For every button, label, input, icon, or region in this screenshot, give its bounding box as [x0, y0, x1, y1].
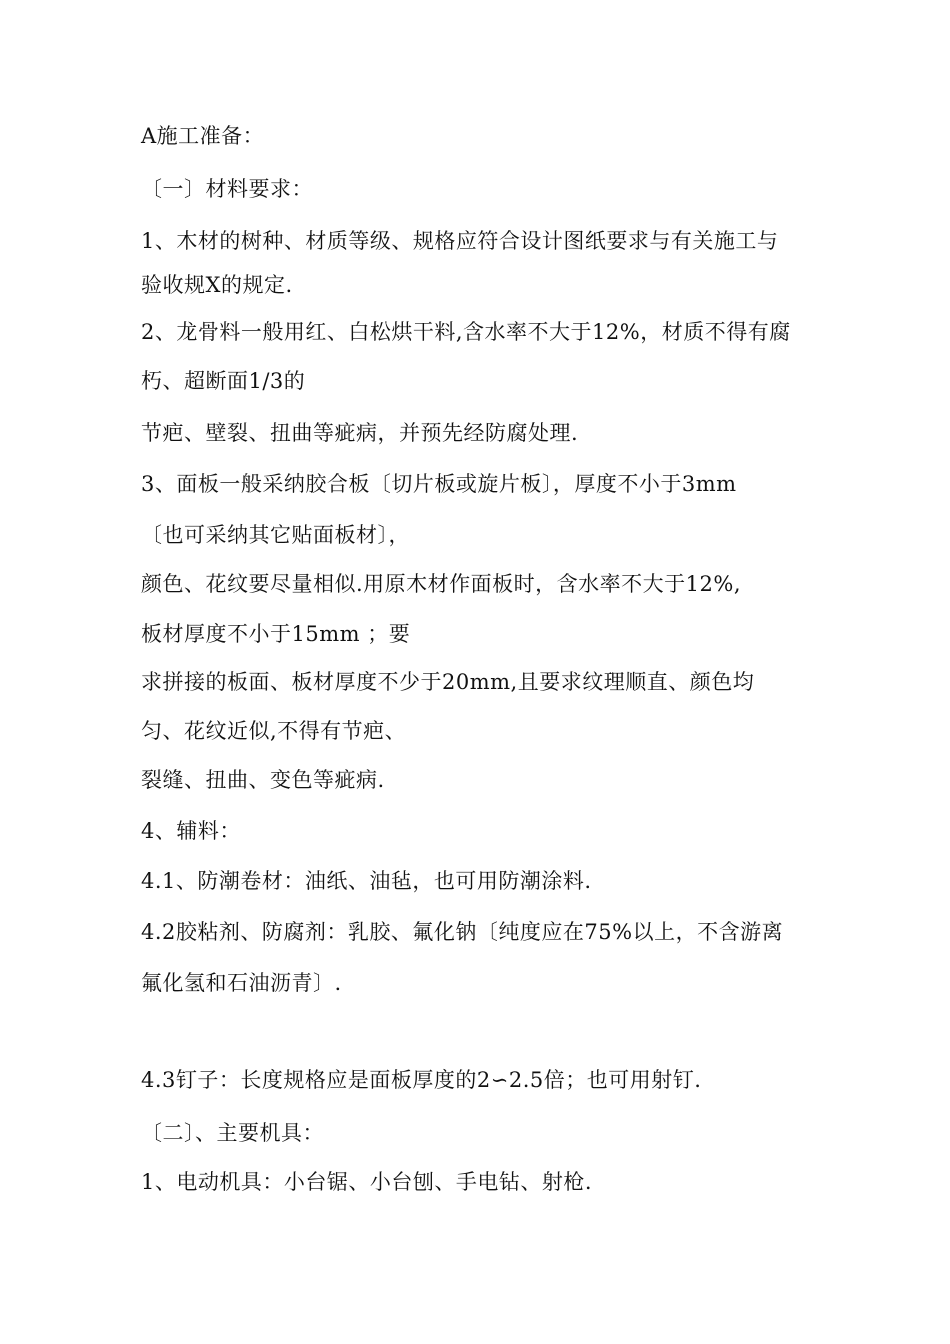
paragraph-line: 3、面板一般采纳胶合板〔切片板或旋片板〕，厚度不小于3mm: [141, 472, 737, 496]
paragraph-line: 1、电动机具：小台锯、小台刨、手电钻、射枪.: [141, 1170, 593, 1194]
paragraph-line: 匀、花纹近似,不得有节疤、: [141, 719, 407, 743]
paragraph-line: 4.2胶粘剂、防腐剂：乳胶、氟化钠〔纯度应在75%以上，不含游离: [141, 920, 784, 944]
subsection-heading: 4、辅料：: [141, 819, 241, 843]
paragraph-line: 〔也可采纳其它贴面板材〕，: [141, 523, 410, 547]
paragraph-line: 节疤、壁裂、扭曲等疵病，并预先经防腐处理.: [141, 421, 579, 445]
paragraph-line: 4.3钉子：长度规格应是面板厚度的2∽2.5倍；也可用射钉.: [141, 1068, 702, 1092]
paragraph-line: 求拼接的板面、板材厚度不少于20mm,且要求纹理顺直、颜色均: [141, 670, 755, 694]
subsection-heading: 〔二〕、主要机具：: [141, 1121, 324, 1145]
paragraph-line: 氟化氢和石油沥青〕.: [141, 971, 342, 995]
paragraph-line: 1、木材的树种、材质等级、规格应符合设计图纸要求与有关施工与: [141, 229, 779, 253]
paragraph-line: 裂缝、扭曲、变色等疵病.: [141, 768, 385, 792]
section-heading: A施工准备：: [141, 124, 265, 148]
paragraph-line: 朽、超断面1/3的: [141, 369, 306, 393]
paragraph-line: 板材厚度不小于15mm ；要: [141, 622, 411, 646]
paragraph-line: 4.1、防潮卷材：油纸、油毡，也可用防潮涂料.: [141, 869, 592, 893]
paragraph-line: 验收规X的规定.: [141, 273, 293, 297]
subsection-heading: 〔一〕材料要求：: [141, 177, 313, 201]
paragraph-line: 颜色、花纹要尽量相似.用原木材作面板时，含水率不大于12%,: [141, 572, 742, 596]
paragraph-line: 2、龙骨料一般用红、白松烘干料,含水率不大于12%，材质不得有腐: [141, 320, 791, 344]
